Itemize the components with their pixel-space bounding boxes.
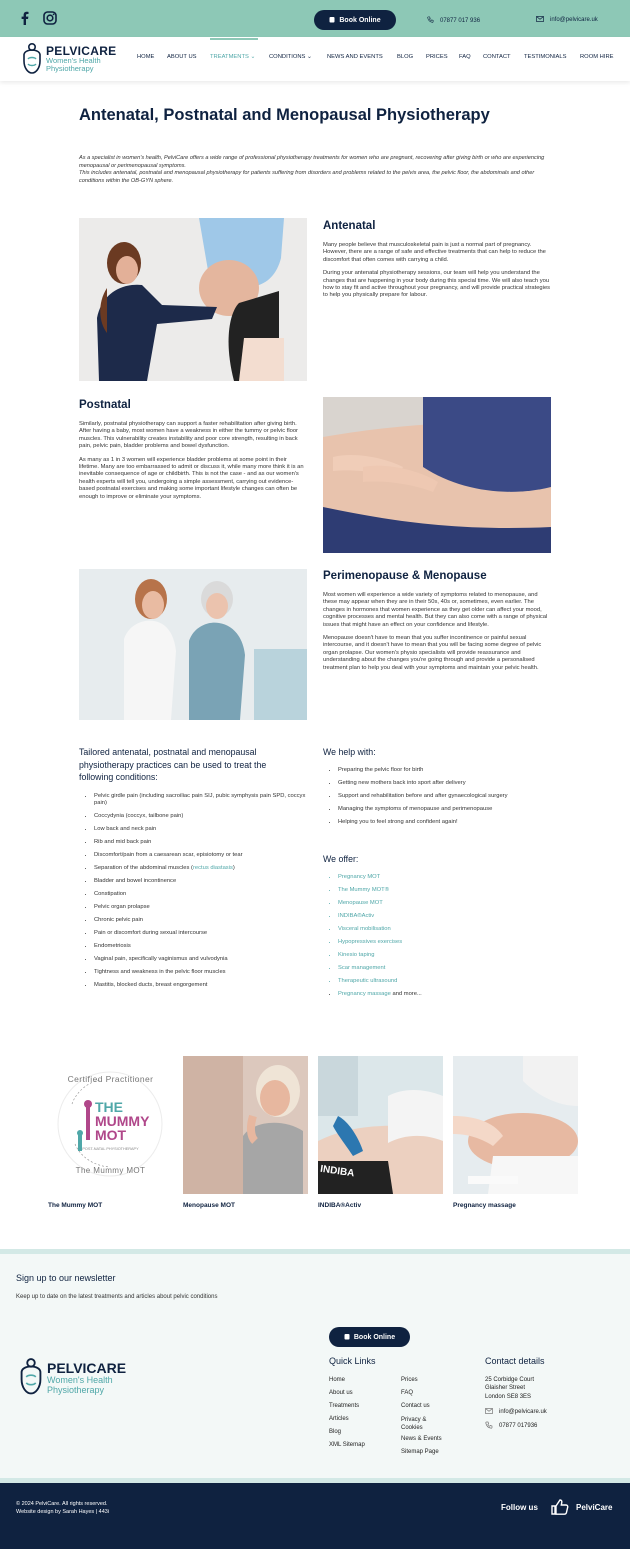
menopause-text: Most women will experience a wide variety of symptoms related to menopause, and these may appear when they are in their 50s, 40s or, sometimes, even earlier. The changes in hormones that women experience as they get older can affect your mood, cognitive processes and mental health. But they can also come with a range of physical issues that might have an effect on your confidence and lifestyle. Menopause doesn't have to mean that you suffer incontinence or painful sexual intercourse, and it doesn't have to mean that you will be facing some degree of pelvic organ prolapse. Our women's physio specialists will provide reassurance and understanding about the changes you're going through and provide a personalised treatment plan to help you deal with your symptoms and maintain your pelvic health. — [323, 592, 548, 671]
chevron-down-icon: ⌄ — [250, 54, 256, 60]
list-item: • Constipation — [94, 891, 309, 898]
facebook-icon[interactable] — [17, 10, 33, 26]
chevron-down-icon: ⌄ — [307, 54, 312, 60]
footer-link-articles[interactable]: Articles — [329, 1416, 349, 1422]
mummy-mot-card-image[interactable] — [48, 1056, 173, 1194]
offer-link-indiba[interactable]: • INDIBA®Activ — [338, 913, 553, 920]
nav-contact[interactable]: CONTACT — [483, 54, 511, 60]
nav-prices[interactable]: PRICES — [426, 54, 448, 60]
instagram-icon[interactable] — [42, 10, 58, 26]
logo-emblem-icon — [18, 1357, 44, 1397]
badge-sub: POST-NATAL PHYSIOTHERAPY — [82, 1147, 139, 1151]
menopause-heading: Perimenopause & Menopause — [323, 570, 487, 582]
offer-link-visceral[interactable]: • Visceral mobilisation — [338, 926, 553, 933]
conditions-heading: Tailored antenatal, postnatal and menopausal physiotherapy practices can be used to treat the following conditions: — [79, 747, 267, 782]
logo-line1: Women's Health — [46, 56, 101, 65]
footer-link-news-events[interactable]: News & Events — [401, 1436, 442, 1442]
offer-link-menopause-mot[interactable]: • Menopause MOT — [338, 900, 553, 907]
book-online-button[interactable]: Book Online — [314, 10, 396, 30]
nav-blog[interactable]: BLOG — [397, 54, 414, 60]
calendar-icon — [329, 16, 335, 25]
footer-logo[interactable]: PELVICARE Women's Health Physiotherapy — [18, 1357, 133, 1399]
card-caption-mummy-mot[interactable]: The Mummy MOT — [48, 1202, 103, 1209]
list-item: • Vaginal pain, specifically vaginismus and vulvodynia — [94, 956, 309, 963]
list-item: • Endometriosis — [94, 943, 309, 950]
logo-name: PELVICARE — [46, 44, 117, 58]
list-item: • Discomfort/pain from a caesarean scar, episiotomy or tear — [94, 852, 309, 859]
badge-the: THE — [95, 1099, 123, 1115]
footer-link-about[interactable]: About us — [329, 1390, 353, 1396]
badge-mot: MOT — [95, 1127, 127, 1143]
mail-icon — [536, 16, 544, 24]
list-item: • Helping you to feel strong and confident again! — [338, 819, 553, 826]
quick-links-col1 — [329, 1374, 365, 1452]
card-caption-indiba[interactable]: INDIBA®Activ — [318, 1202, 362, 1209]
footer-brand: PelviCare — [576, 1503, 613, 1512]
footer-link-privacy[interactable]: Privacy & Cookies — [401, 1417, 427, 1431]
contact-address: 25 Corbidge Court Glaisher Street London SE8 3ES — [485, 1377, 535, 1400]
calendar-icon — [344, 1333, 350, 1342]
nav-testimonials[interactable]: TESTIMONIALS — [524, 54, 567, 60]
badge-mummy: MUMMY — [95, 1113, 150, 1129]
copyright: © 2024 PelviCare. All rights reserved. Website design by Sarah Hayes | 443i — [16, 1501, 110, 1515]
badge-bottom-text: The Mummy MOT — [75, 1166, 146, 1175]
nav-news-events[interactable]: NEWS AND EVENTS — [327, 54, 383, 60]
mail-icon — [485, 1408, 493, 1416]
nav-conditions[interactable]: CONDITIONS ⌄ — [269, 54, 312, 60]
postnatal-heading: Postnatal — [79, 399, 131, 411]
help-heading: We help with: — [323, 747, 376, 757]
footer-link-home[interactable]: Home — [329, 1377, 346, 1383]
postnatal-photo — [323, 397, 551, 553]
nav-room-hire[interactable]: ROOM HIRE — [580, 54, 614, 60]
bottom-bar — [0, 1483, 630, 1549]
footer-link-treatments[interactable]: Treatments — [329, 1403, 360, 1409]
footer-link-prices[interactable]: Prices — [401, 1377, 418, 1383]
thumbs-up-icon[interactable] — [551, 1499, 569, 1520]
top-email[interactable]: info@pelvicare.uk — [536, 16, 598, 24]
list-item: • Coccydynia (coccyx, tailbone pain) — [94, 813, 309, 820]
offer-heading: We offer: — [323, 854, 359, 864]
help-list — [328, 767, 553, 832]
offer-link-kinesio[interactable]: • Kinesio taping — [338, 952, 553, 959]
list-item: • Support and rehabilitation before and after gynaecological surgery — [338, 793, 553, 800]
list-item: • Tightness and weakness in the pelvic floor muscles — [94, 969, 309, 976]
footer-link-contact[interactable]: Contact us — [401, 1403, 430, 1409]
rectus-diastasis-link[interactable]: rectus diastasis — [192, 865, 233, 871]
offer-link-pregnancy-massage[interactable]: Pregnancy massage — [338, 991, 391, 997]
design-credit[interactable]: Website design by Sarah Hayes | 443i — [16, 1509, 110, 1515]
antenatal-heading: Antenatal — [323, 220, 376, 232]
card-caption-pregnancy-massage[interactable]: Pregnancy massage — [453, 1202, 516, 1209]
menopause-mot-card-image[interactable] — [183, 1056, 308, 1194]
nav-about[interactable]: ABOUT US — [167, 54, 197, 60]
nav-faq[interactable]: FAQ — [459, 54, 471, 60]
footer-link-faq[interactable]: FAQ — [401, 1390, 414, 1396]
top-phone[interactable]: 07877 017 936 — [427, 16, 480, 25]
footer-book-online-button[interactable]: Book Online — [329, 1327, 410, 1347]
list-item: • Separation of the abdominal muscles (rectus diastasis) — [94, 865, 309, 872]
pregnancy-massage-card-image[interactable] — [453, 1056, 578, 1194]
list-item: • Rib and mid back pain — [94, 839, 309, 846]
footer-link-blog[interactable]: Blog — [329, 1429, 342, 1435]
list-item: • Getting new mothers back into sport after delivery — [338, 780, 553, 787]
phone-icon — [427, 16, 434, 25]
footer-phone[interactable]: 07877 017936 — [485, 1421, 537, 1431]
conditions-list — [84, 793, 309, 995]
list-item: • Mastitis, blocked ducts, breast engorgement — [94, 982, 309, 989]
antenatal-photo — [79, 218, 307, 381]
antenatal-text: Many people believe that musculoskeletal pain is just a normal part of pregnancy. However, there are a range of safe and effective treatments that can help to reduce the discomfort that often comes with carrying a child. During your antenatal physiotherapy sessions, our team will help you understand the changes that are happening in your body during this special time. We will also teach you how to stay fit and active throughout your pregnancy, and will provide practical strategies to help you physically prepare for labour. — [323, 242, 551, 299]
footer-link-xml-sitemap[interactable]: XML Sitemap — [329, 1442, 365, 1448]
intro-text: As a specialist in women's health, PelviCare offers a wide range of professional physiotherapy treatments for women who are pregnant, recovering after giving birth or who are experiencing menopausal or perimenopausal symptoms. This includes antenatal, postnatal and menopausal physiotherapy for patients suffering from disorders and problems related to the pelvis area, the pelvic floor, the abdominals and other conditions within the OB-GYN sphere. — [79, 155, 545, 184]
nav-treatments[interactable]: TREATMENTS ⌄ — [210, 54, 256, 60]
page-title: Antenatal, Postnatal and Menopausal Physiotherapy — [79, 106, 490, 124]
quick-links-col2 — [401, 1374, 442, 1459]
newsletter-heading: Sign up to our newsletter — [16, 1273, 116, 1283]
badge-top-text: Certified Practitioner — [67, 1074, 154, 1084]
quick-links-heading: Quick Links — [329, 1356, 376, 1366]
offer-link-pregnancy-mot[interactable]: • Pregnancy MOT — [338, 874, 553, 881]
active-nav-indicator — [210, 38, 258, 40]
logo-line2: Physiotherapy — [46, 64, 94, 73]
pelvicare-logo[interactable] — [21, 42, 121, 76]
list-item: • Pelvic girdle pain (including sacroiliac pain SIJ, pubic symphysis pain SPD, coccyx pain) — [94, 793, 309, 807]
list-item: • Preparing the pelvic floor for birth — [338, 767, 553, 774]
indiba-card-image[interactable] — [318, 1056, 443, 1194]
footer-link-sitemap-page[interactable]: Sitemap Page — [401, 1449, 439, 1455]
list-item: • Low back and neck pain — [94, 826, 309, 833]
indiba-device-text: INDIBA — [319, 1163, 356, 1180]
logo-emblem-icon — [21, 42, 43, 76]
offer-link-hypopressives[interactable]: • Hypopressives exercises — [338, 939, 553, 946]
menopause-photo — [79, 569, 307, 720]
offer-link-mummy-mot[interactable]: • The Mummy MOT® — [338, 887, 553, 894]
list-item: • Managing the symptoms of menopause and perimenopause — [338, 806, 553, 813]
list-item: • Chronic pelvic pain — [94, 917, 309, 924]
follow-us-label: Follow us — [501, 1503, 538, 1512]
offer-link-ultrasound[interactable]: • Therapeutic ultrasound — [338, 978, 553, 985]
postnatal-text: Similarly, postnatal physiotherapy can support a faster rehabilitation after giving birth. After having a baby, most women have a weakness in either the tummy or pelvic floor muscles. This vulnerability creates instability and poor core strength, resulting in back pain, pelvic pain, bladder problems and bowel dysfunction. As many as 1 in 3 women will experience bladder problems at some point in their lifetime. Many are too embarrassed to admit or discuss it, while many more think it is an inevitable consequence of age or childbirth. This is not the case - and as our women's health experts will tell you, undergoing a simple assessment, carrying out evidence-based postnatal exercises and making some important lifestyle changes can often be enough to improve or eliminate your symptoms. — [79, 421, 304, 500]
list-item: • Pain or discomfort during sexual intercourse — [94, 930, 309, 937]
nav-home[interactable]: HOME — [137, 54, 155, 60]
footer-email[interactable]: info@pelvicare.uk — [485, 1408, 547, 1416]
contact-heading: Contact details — [485, 1356, 545, 1366]
card-caption-menopause-mot[interactable]: Menopause MOT — [183, 1202, 236, 1209]
phone-icon — [485, 1421, 493, 1431]
offer-link-scar[interactable]: • Scar management — [338, 965, 553, 972]
list-item: • Pelvic organ prolapse — [94, 904, 309, 911]
footer-logo-name: PELVICARE — [47, 1360, 127, 1376]
newsletter-text: Keep up to date on the latest treatments and articles about pelvic conditions — [16, 1294, 218, 1300]
list-item: • Pregnancy massage and more... — [338, 991, 553, 998]
offer-list — [328, 874, 553, 1004]
list-item: • Bladder and bowel incontinence — [94, 878, 309, 885]
